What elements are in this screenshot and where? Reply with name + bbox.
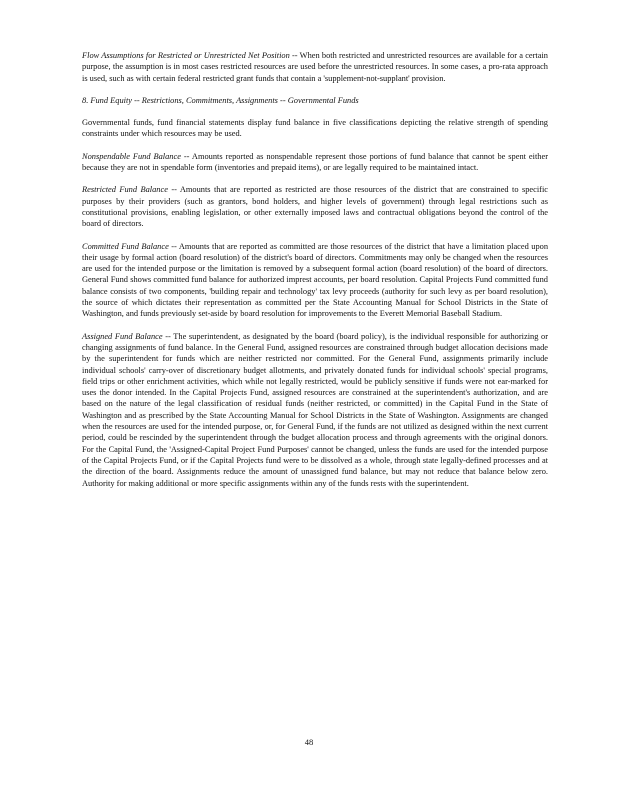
- paragraph-nonspendable: [82, 151, 548, 174]
- document-body: [82, 50, 548, 500]
- paragraph-assigned: [82, 331, 548, 489]
- paragraph-governmental-funds: [82, 117, 548, 140]
- paragraph-text: -- When both restricted and unrestricted resources are available for a certain purpose, the assumption is in most cases restricted resources are used before the unrestricted resources. In some cases, a pro-rata approach is used, such as with certain federal restricted grant funds that contain a 'supplement-not-supplant' provision.: [82, 51, 548, 83]
- section-heading: 8. Fund Equity -- Restrictions, Commitments, Assignments -- Governmental Funds: [82, 95, 359, 105]
- paragraph-flow-assumptions: [82, 50, 548, 84]
- paragraph-committed: [82, 241, 548, 320]
- paragraph-heading: Nonspendable Fund Balance: [82, 151, 181, 161]
- paragraph-heading: Committed Fund Balance: [82, 241, 169, 251]
- paragraph-heading: Restricted Fund Balance: [82, 185, 168, 195]
- paragraph-heading: Flow Assumptions for Restricted or Unrestricted Net Position: [82, 51, 290, 60]
- paragraph-text: Governmental funds, fund financial statements display fund balance in five classifications depicting the relative strength of spending constraints under which resources may be used.: [82, 118, 548, 139]
- paragraph-text: -- Amounts that are reported as committed are those resources of the district that have a limitation placed upon their usage by formal action (board resolution) of the district's board of directors. Commitments may only be changed when the resources are used for the intended purpose or the limitation is removed by a subsequent formal action (board resolution) of the board of directors. General Fund shows committed fund balance for authorized imprest accounts, per board resolution. Capital Projects Fund committed fund balance consists of two components, 'building repair and technology' tax levy proceeds (authority for such levy as per board resolution), the source of which dictates their representation as committed per the State Accounting Manual for School Districts in the State of Washington, and funds previously set-aside by board resolution for improvements to the Everett Memorial Baseball Stadium.: [82, 241, 549, 319]
- section-heading-fund-equity: [82, 95, 548, 106]
- paragraph-text: -- The superintendent, as designated by the board (board policy), is the individual responsible for authorizing or changing assignments of fund balance. In the General Fund, assigned resources are constrained through budget allocation decisions made by the superintendent for funds which are neither restricted nor committed. For the General Fund, assignments primarily include individual schools' carry-over of discretionary budget allotments, and privately donated funds for individual schools' special programs, field trips or other enrichment activities, which while not legally restricted, would be publicly sensitive if funds were not ear-marked for uses the donor intended. In the Capital Projects Fund, assigned resources are constrained at the superintendent's authorization, and are based on the nature of the legal classification of residual funds (neither restricted, or committed) in the Capital Fund in the State of Washington and as prescribed by the State Accounting Manual for School Districts in the State of Washington. Assignments are changed when the resources are used for the intended purpose, or, for General Fund, if the funds are not utilized as designed within the next current period, could be rescinded by the superintendent through the budget allocation process and through agreements with the original donors. For the Capital Fund, the 'Assigned-Capital Project Fund Purposes' cannot be changed, unless the funds are used for the intended purpose of the Capital Projects Fund, or if the Capital Projects fund were to be dissolved as a whole, through state legally-defined processes and at the direction of the board. Assignments reduce the amount of unassigned fund balance, but may not reduce that balance below zero. Authority for making additional or more specific assignments within any of the funds rests with the superintendent.: [82, 331, 549, 488]
- page-number: 48: [304, 737, 314, 747]
- paragraph-restricted: [82, 184, 548, 229]
- paragraph-text: -- Amounts reported as nonspendable represent those portions of fund balance that cannot be spent either because they are not in spendable form (inventories and prepaid items), or are legally required to be maintained intact.: [82, 151, 548, 173]
- paragraph-text: -- Amounts that are reported as restricted are those resources of the district that are constrained to specific purposes by their providers (such as grantors, bond holders, and higher levels of government) through legal restrictions such as constitutional provisions, enabling legislation, or other externally imposed laws and contractual obligations beyond the control of the board of directors.: [82, 185, 548, 229]
- paragraph-heading: Assigned Fund Balance: [82, 331, 163, 341]
